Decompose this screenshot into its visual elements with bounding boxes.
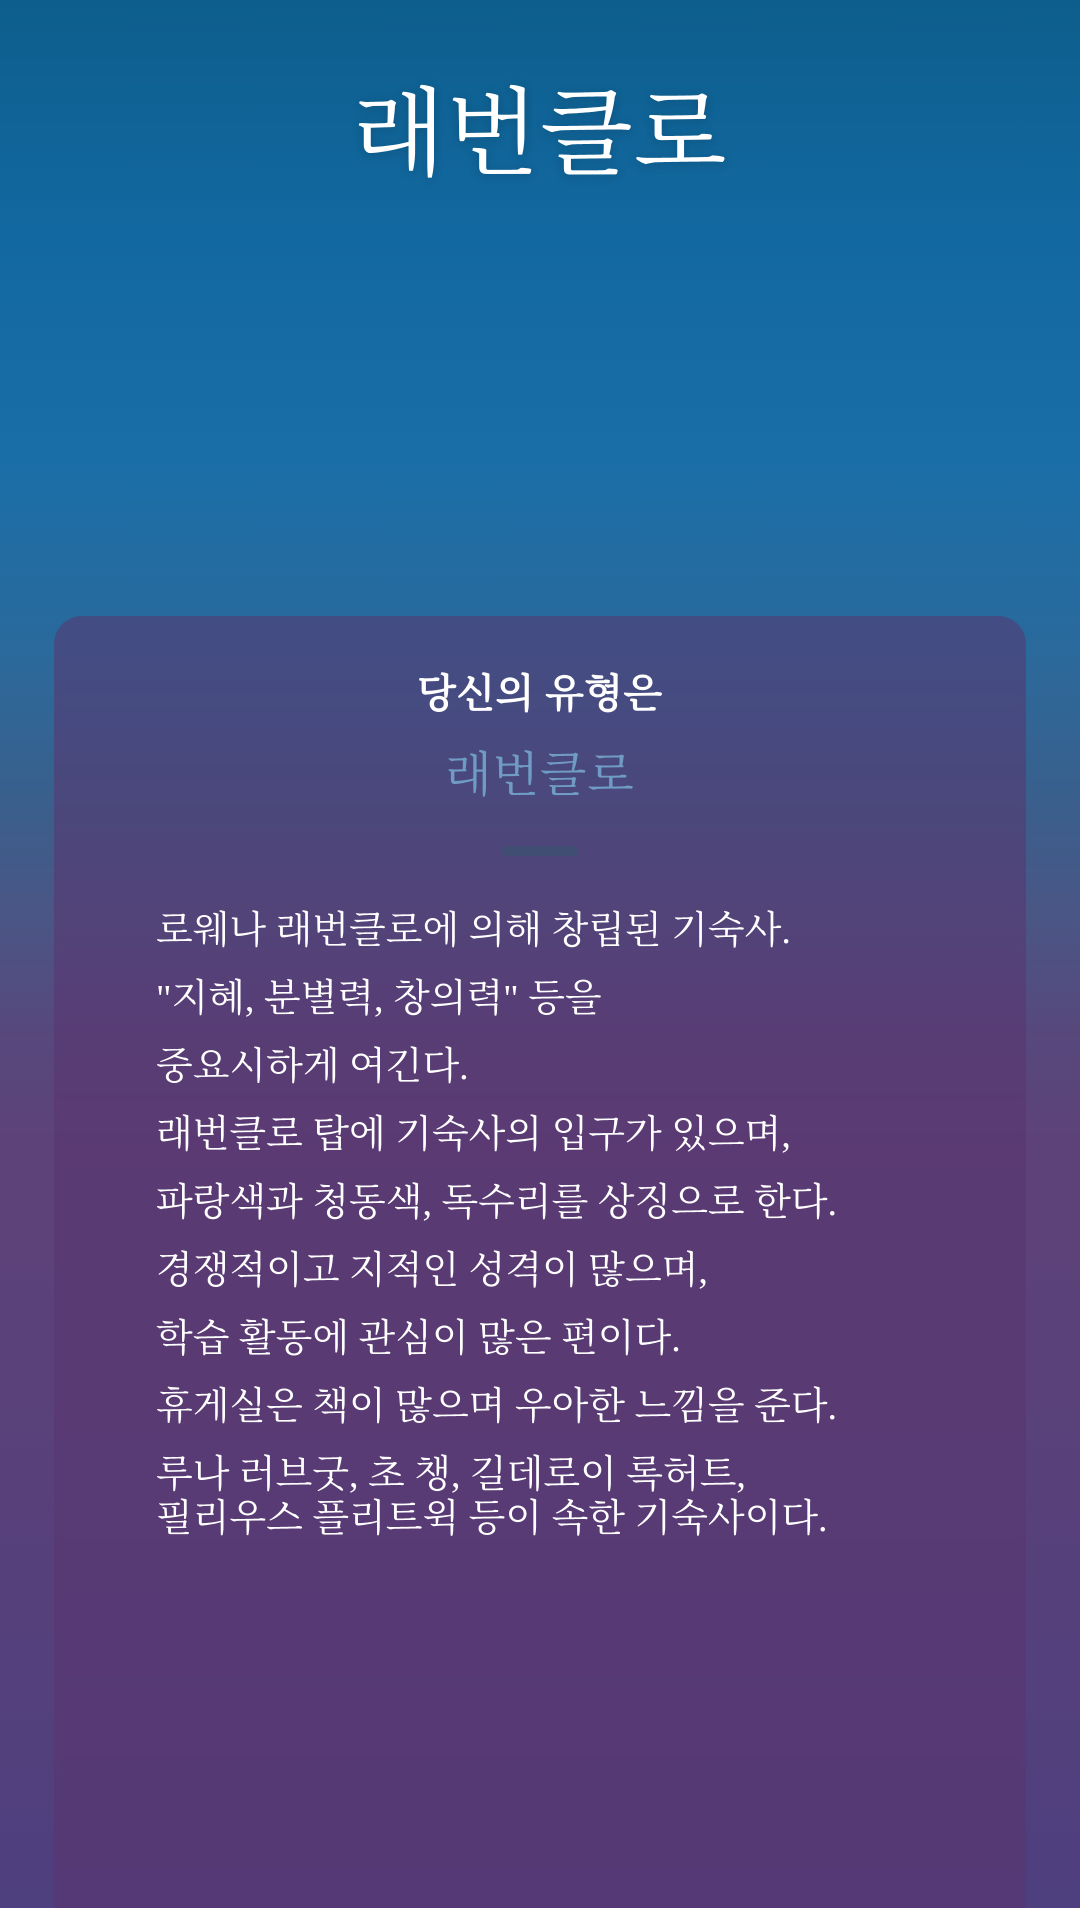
house-description	[94, 912, 986, 1538]
result-card	[54, 616, 1026, 1908]
description-line: 필리우스 플리트윅 등이 속한 기숙사이다.	[156, 1498, 828, 1540]
description-line: 휴게실은 책이 많으며 우아한 느낌을 준다.	[156, 1386, 838, 1428]
description-line: "지혜, 분별력, 창의력" 등을	[156, 978, 602, 1020]
page-title: 래번클로	[352, 81, 728, 188]
result-house-name: 래번클로	[445, 749, 635, 802]
description-line: 로웨나 래번클로에 의해 창립된 기숙사.	[156, 910, 791, 952]
section-divider	[502, 846, 578, 856]
description-line: 학습 활동에 관심이 많은 편이다.	[156, 1318, 681, 1360]
description-line: 중요시하게 여긴다.	[156, 1046, 469, 1088]
description-line: 루나 러브굿, 초 챙, 길데로이 록허트,	[156, 1454, 746, 1496]
description-line: 래번클로 탑에 기숙사의 입구가 있으며,	[156, 1114, 791, 1156]
result-kicker: 당신의 유형은	[417, 671, 663, 716]
description-line: 경쟁적이고 지적인 성격이 많으며,	[156, 1250, 708, 1292]
hero-banner	[0, 0, 1080, 620]
description-line: 파랑색과 청동색, 독수리를 상징으로 한다.	[156, 1182, 838, 1224]
divider-wrapper	[94, 846, 986, 856]
